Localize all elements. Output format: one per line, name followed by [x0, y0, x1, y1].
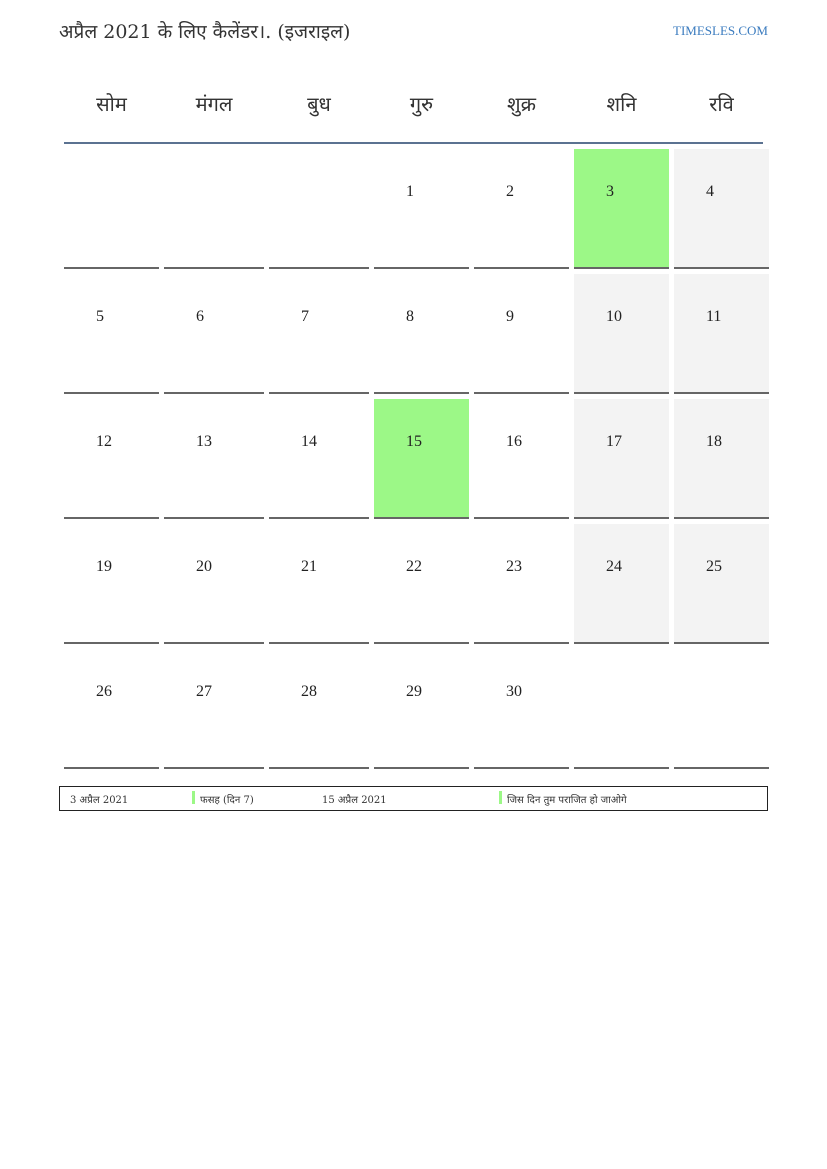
week-row: [64, 149, 763, 269]
day-number: 9: [506, 308, 514, 325]
day-number: 5: [96, 308, 104, 325]
day-number: 3: [606, 183, 614, 200]
day-cell[interactable]: [374, 399, 469, 519]
day-number: 29: [406, 683, 422, 700]
day-cell[interactable]: [674, 274, 769, 394]
day-cell[interactable]: [474, 149, 569, 269]
day-cell[interactable]: [64, 649, 159, 769]
day-cell[interactable]: [164, 524, 264, 644]
day-number: 23: [506, 558, 522, 575]
day-number: 12: [96, 433, 112, 450]
day-number: 18: [706, 433, 722, 450]
day-number: 24: [606, 558, 622, 575]
day-cell[interactable]: [374, 649, 469, 769]
day-number: 15: [406, 433, 422, 450]
day-number: 10: [606, 308, 622, 325]
day-cell[interactable]: [164, 274, 264, 394]
day-cell[interactable]: [164, 649, 264, 769]
day-cell[interactable]: [574, 274, 669, 394]
day-cell[interactable]: [269, 649, 369, 769]
day-cell[interactable]: [674, 524, 769, 644]
day-cell[interactable]: [374, 274, 469, 394]
week-row: [64, 524, 763, 644]
legend-date-2: 15 अप्रैल 2021: [322, 795, 387, 806]
day-number: 11: [706, 308, 722, 325]
week-row: [64, 399, 763, 519]
weekday-label-sun: रवि: [709, 91, 734, 116]
weekday-label-wed: बुध: [307, 91, 331, 116]
page-title: अप्रैल 2021 के लिए कैलेंडर।. (इजराइल): [59, 21, 351, 43]
day-number: 1: [406, 183, 414, 200]
day-number: 21: [301, 558, 317, 575]
day-number: 26: [96, 683, 112, 700]
day-cell[interactable]: [164, 399, 264, 519]
day-cell[interactable]: [374, 149, 469, 269]
weekday-label-fri: शुक्र: [507, 91, 536, 116]
legend-holiday-name-2: जिस दिन तुम पराजित हो जाओगे: [507, 795, 627, 806]
day-cell[interactable]: [674, 399, 769, 519]
legend-holiday-name-1: फसह (दिन 7): [200, 795, 254, 806]
day-cell[interactable]: [374, 524, 469, 644]
empty-day-cell: [164, 149, 264, 269]
site-link[interactable]: TIMESLES.COM: [673, 23, 768, 38]
weekday-label-mon: सोम: [96, 91, 127, 116]
week-row: [64, 274, 763, 394]
day-number: 16: [506, 433, 522, 450]
legend-date-1: 3 अप्रैल 2021: [70, 795, 129, 806]
day-number: 7: [301, 308, 309, 325]
legend-marker-1: [192, 791, 195, 804]
calendar-weeks: [64, 149, 763, 769]
day-cell[interactable]: [574, 149, 669, 269]
day-number: 6: [196, 308, 204, 325]
day-number: 17: [606, 433, 622, 450]
calendar-grid: [64, 70, 763, 774]
day-number: 22: [406, 558, 422, 575]
day-cell[interactable]: [574, 399, 669, 519]
day-cell[interactable]: [674, 149, 769, 269]
day-cell[interactable]: [474, 524, 569, 644]
empty-day-cell: [269, 149, 369, 269]
day-cell[interactable]: [64, 399, 159, 519]
day-number: 20: [196, 558, 212, 575]
day-number: 2: [506, 183, 514, 200]
day-cell[interactable]: [64, 274, 159, 394]
day-number: 14: [301, 433, 317, 450]
day-number: 19: [96, 558, 112, 575]
holiday-legend: [59, 786, 768, 811]
day-cell[interactable]: [269, 274, 369, 394]
week-row: [64, 649, 763, 769]
day-number: 25: [706, 558, 722, 575]
day-number: 13: [196, 433, 212, 450]
empty-day-cell: [64, 149, 159, 269]
empty-day-cell: [674, 649, 769, 769]
day-cell[interactable]: [474, 399, 569, 519]
weekday-label-sat: शनि: [606, 91, 637, 116]
weekday-header: [64, 70, 763, 144]
day-number: 4: [706, 183, 714, 200]
legend-marker-2: [499, 791, 502, 804]
weekday-label-thu: गुरु: [409, 91, 434, 116]
day-cell[interactable]: [474, 274, 569, 394]
day-cell[interactable]: [64, 524, 159, 644]
day-cell[interactable]: [574, 524, 669, 644]
day-number: 27: [196, 683, 212, 700]
day-cell[interactable]: [269, 524, 369, 644]
day-number: 28: [301, 683, 317, 700]
weekday-label-tue: मंगल: [195, 91, 233, 116]
day-number: 8: [406, 308, 414, 325]
day-number: 30: [506, 683, 522, 700]
empty-day-cell: [574, 649, 669, 769]
day-cell[interactable]: [474, 649, 569, 769]
day-cell[interactable]: [269, 399, 369, 519]
